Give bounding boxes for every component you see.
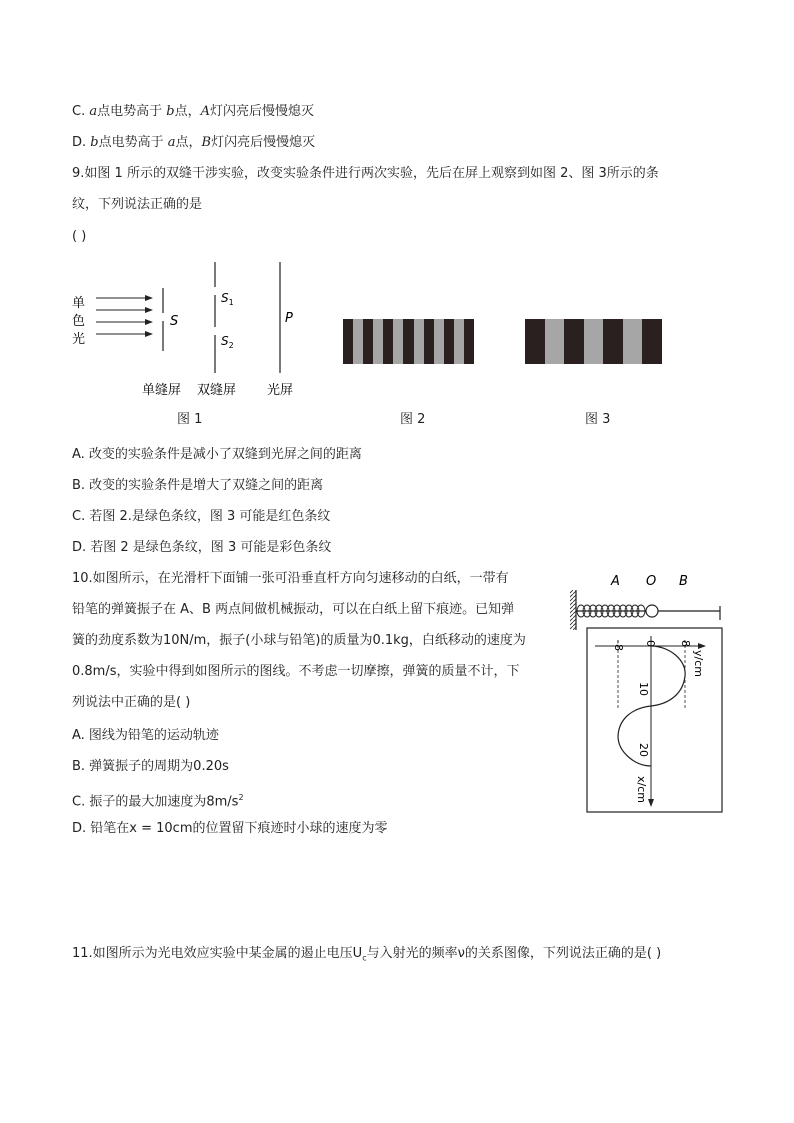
q9-option-b: B. 改变的实验条件是增大了双缝之间的距离 (72, 478, 324, 493)
point-a: a (167, 135, 176, 150)
q9-stem-line2: 纹，下列说法正确的是 (72, 197, 203, 212)
slit-s2-label: $S_2$ (221, 334, 234, 350)
option-letter: D. (72, 135, 91, 150)
fringe-dark (525, 319, 545, 364)
x-axis-label: x/cm (635, 776, 648, 803)
option-letter: C. (72, 104, 90, 119)
option-text: 点电势高于 (97, 104, 167, 119)
light-char-2: 色 (72, 314, 86, 329)
q8-option-c (72, 103, 314, 121)
y-tick-neg8: -8 (612, 640, 625, 651)
x-tick-20: 20 (637, 743, 650, 757)
fringe-dark (424, 319, 434, 364)
fringe-bright (454, 319, 464, 364)
fringe-bright (623, 319, 643, 364)
fringe-bright (584, 319, 604, 364)
fringe-dark (444, 319, 454, 364)
spring-oscillator-diagram (565, 570, 730, 815)
q10-option-d: D. 铅笔在x = 10cm的位置留下痕迹时小球的速度为零 (72, 821, 388, 836)
q8-option-d (72, 134, 315, 152)
point-o-label: O (646, 574, 657, 589)
fringe-dark (363, 319, 373, 364)
screen-p-label: P (285, 311, 293, 326)
fringe-dark (383, 319, 393, 364)
fringe-dark (403, 319, 413, 364)
q10-stem-line3: 簧的劲度系数为10N/m，振子(小球与铅笔)的质量为0.1kg，白纸移动的速度为 (72, 633, 526, 648)
point-b-label: B (679, 574, 688, 589)
caption-fig2: 图 2 (400, 412, 426, 427)
oscillator-ball (646, 605, 658, 617)
option-text: 灯闪亮后慢慢熄灭 (209, 104, 314, 119)
x-tick-10: 10 (637, 682, 650, 696)
point-a: a (89, 104, 98, 119)
y-tick-8: 8 (679, 640, 692, 647)
label-double-slit: 双缝屏 (197, 383, 237, 398)
q10-stem-line2: 铅笔的弹簧振子在 A、B 两点间做机械振动，可以在白纸上留下痕迹。已知弹 (72, 602, 515, 617)
fringe-dark (642, 319, 662, 364)
option-text: 点， (175, 135, 202, 150)
fringe-dark (564, 319, 584, 364)
label-light-screen: 光屏 (267, 383, 294, 398)
fringe-bright (393, 319, 403, 364)
q10-stem-line4: 0.8m/s，实验中得到如图所示的图线。不考虑一切摩擦，弹簧的质量不计，下 (72, 664, 520, 679)
caption-fig1: 图 1 (177, 412, 203, 427)
label-single-slit: 单缝屏 (142, 383, 182, 398)
option-text: 灯闪亮后慢慢熄灭 (211, 135, 316, 150)
fringe-bright (353, 319, 363, 364)
fringe-bright (545, 319, 565, 364)
wall-hatch (570, 590, 576, 630)
q9-option-c: C. 若图 2.是绿色条纹，图 3 可能是红色条纹 (72, 509, 331, 524)
lamp-a: A (200, 104, 210, 119)
caption-fig3: 图 3 (585, 412, 611, 427)
q10-stem-line1: 10.如图所示，在光滑杆下面铺一张可沿垂直杆方向匀速移动的白纸，一带有 (72, 571, 509, 586)
option-text: 点， (174, 104, 201, 119)
fringe-pattern-fig3 (525, 319, 662, 364)
q11-stem: 11.如图所示为光电效应实验中某金属的遏止电压$U_c$与入射光的频率ν的关系图像，下列说法正确的是( ) (72, 946, 662, 963)
q9-option-d: D. 若图 2 是绿色条纹，图 3 可能是彩色条纹 (72, 540, 332, 555)
double-slit-diagram (60, 255, 320, 435)
fringe-dark (464, 319, 474, 364)
light-char-1: 单 (72, 296, 86, 311)
q10-option-a: A. 图线为铅笔的运动轨迹 (72, 728, 219, 743)
q10-option-c: C. 振子的最大加速度为$8m/s^2$ (72, 793, 244, 810)
point-b: b (166, 104, 175, 119)
slit-s-label: S (170, 314, 179, 329)
fringe-bright (434, 319, 444, 364)
fringe-dark (603, 319, 623, 364)
y-axis-label: y/cm (692, 650, 705, 677)
light-rays (96, 298, 152, 334)
point-b: b (90, 135, 99, 150)
q10-stem-line5: 列说法中正确的是( ) (72, 695, 191, 710)
fringe-dark (343, 319, 353, 364)
light-char-3: 光 (72, 332, 86, 347)
slit-s1-label: $S_1$ (221, 291, 234, 307)
lamp-b: B (201, 135, 212, 150)
fringe-bright (414, 319, 424, 364)
fringe-pattern-fig2 (343, 319, 474, 364)
point-a-label: A (611, 574, 620, 589)
option-text: 点电势高于 (98, 135, 168, 150)
pencil-trace-curve (618, 646, 685, 766)
q9-option-a: A. 改变的实验条件是减小了双缝到光屏之间的距离 (72, 447, 362, 462)
fringe-bright (373, 319, 383, 364)
y-tick-0: 0 (644, 640, 657, 647)
q10-option-b: B. 弹簧振子的周期为0.20s (72, 759, 229, 774)
q9-stem-line1: 9.如图 1 所示的双缝干涉实验，改变实验条件进行两次实验，先后在屏上观察到如图 2、图 3所示的条 (72, 166, 659, 181)
q9-answer-paren: ( ) (72, 229, 87, 244)
